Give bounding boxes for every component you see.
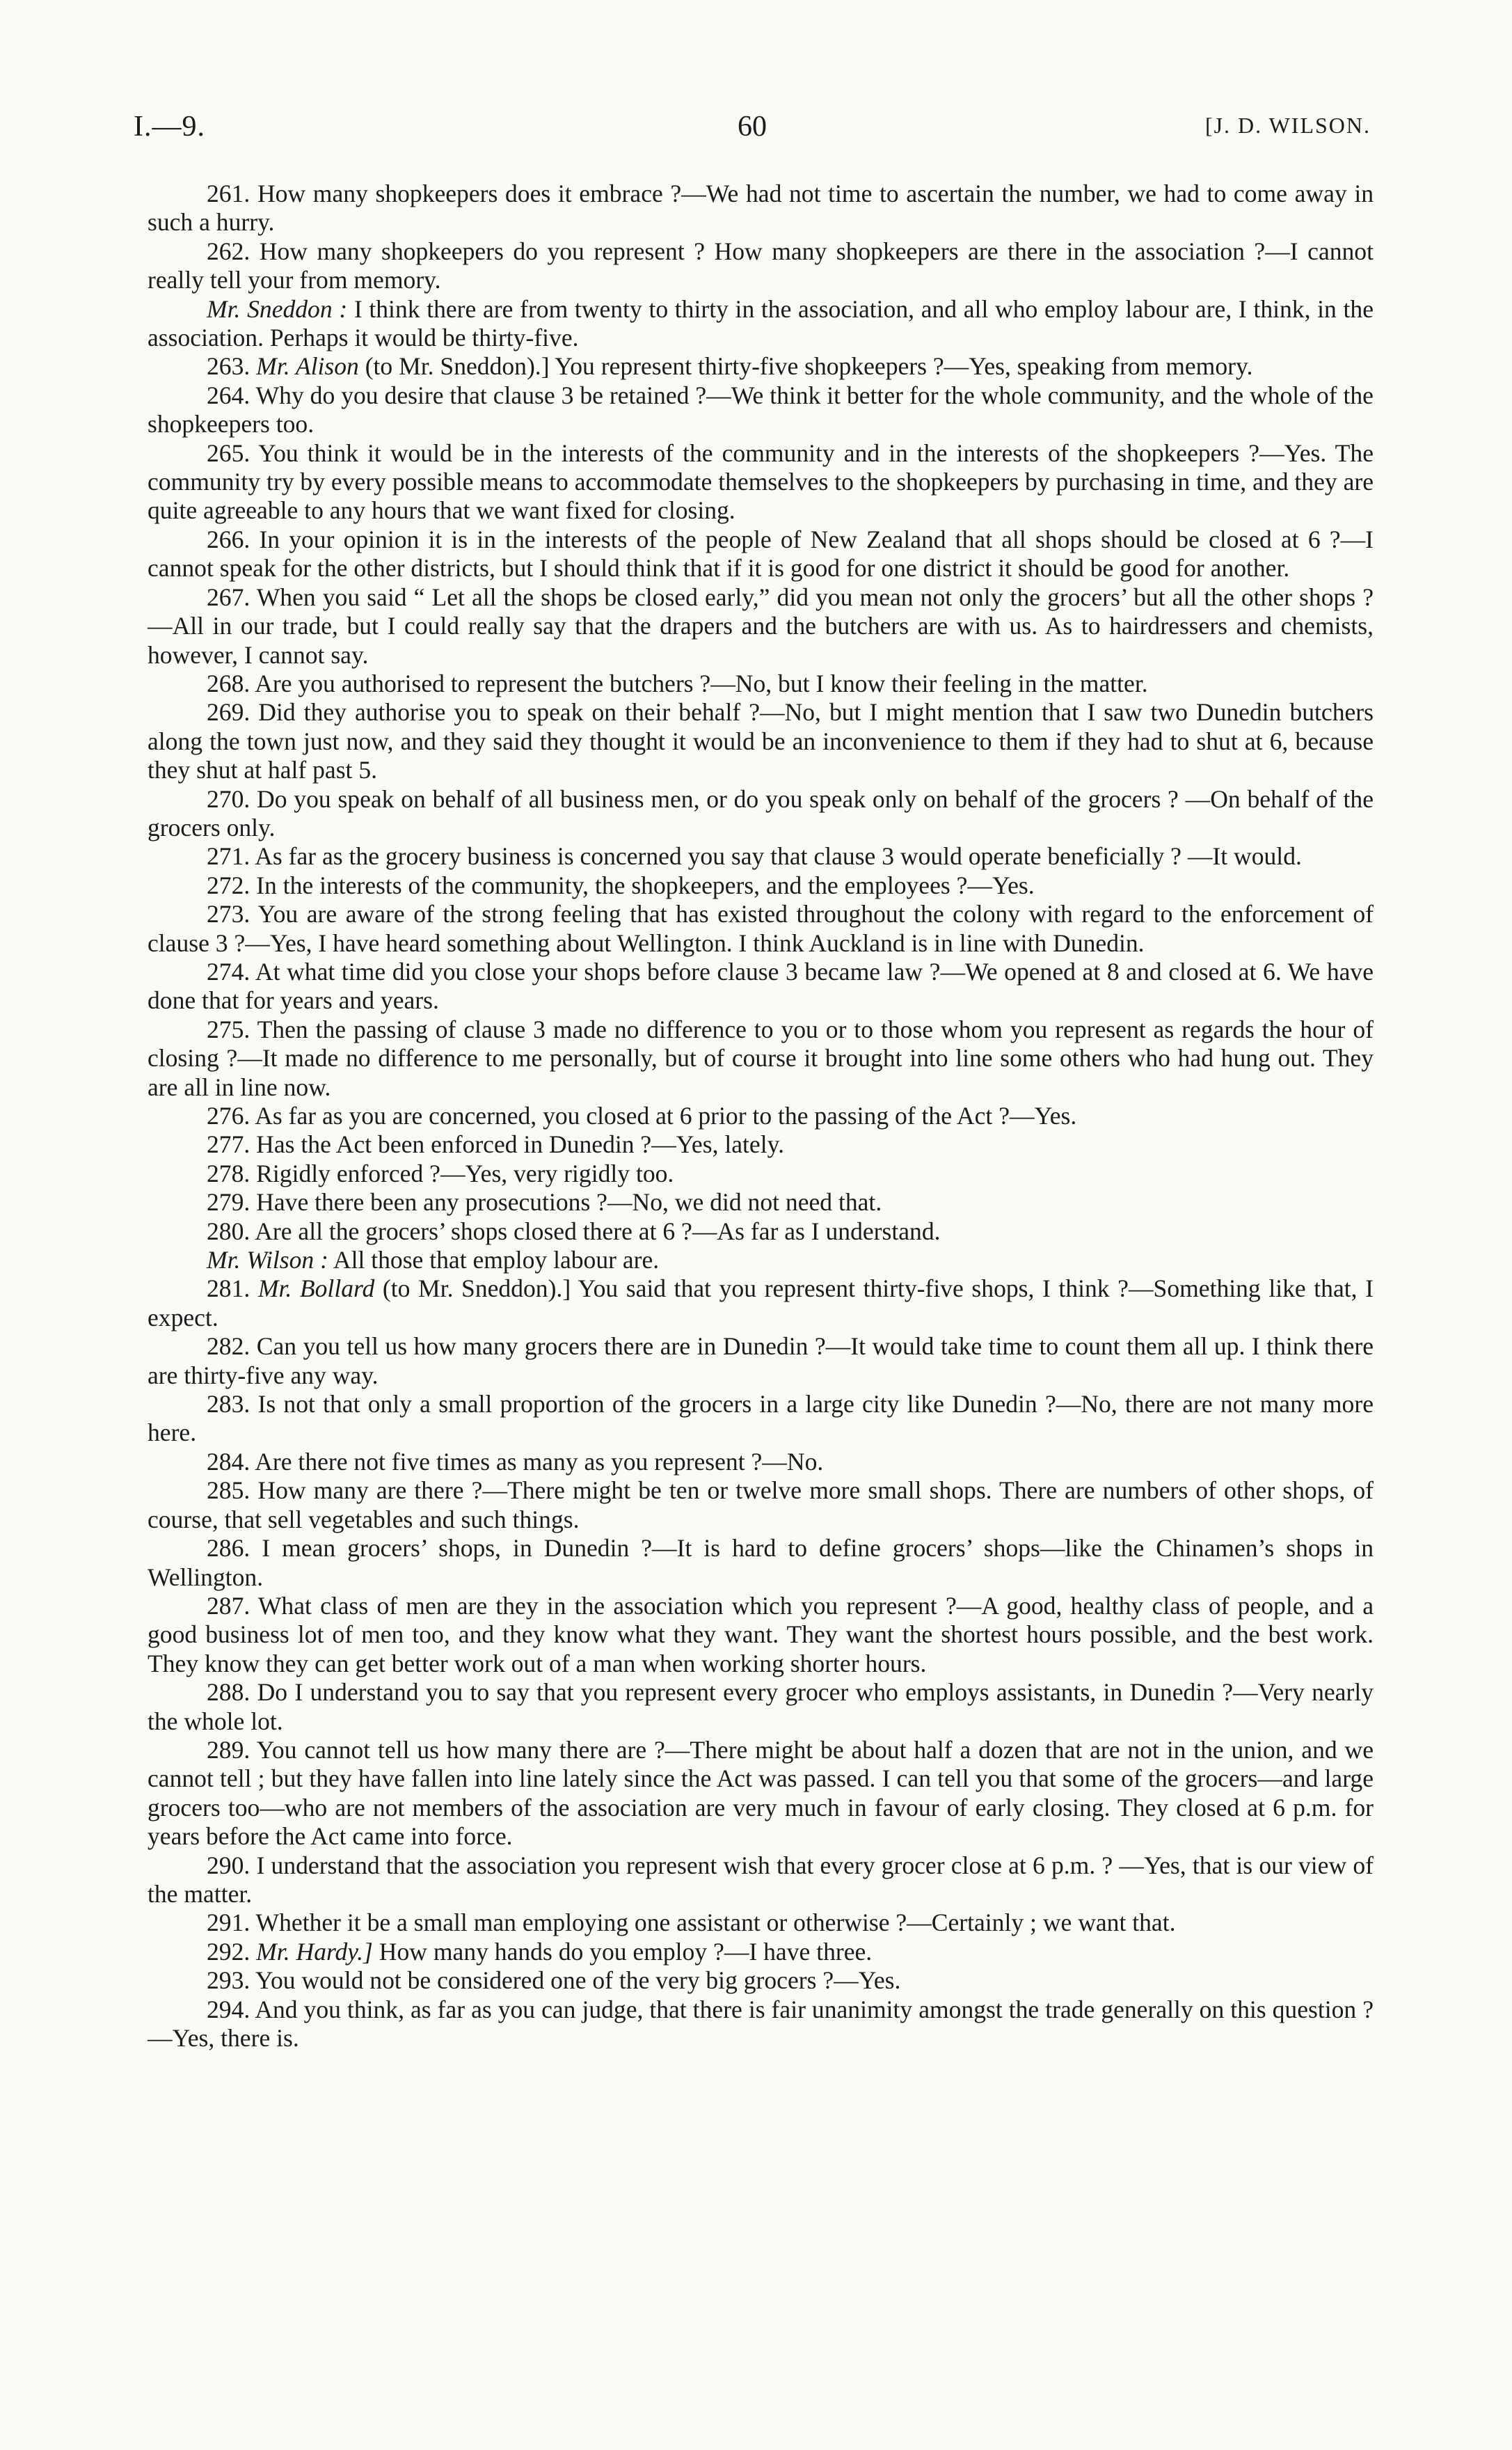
question-paragraph [148, 1015, 1374, 1102]
paragraph-text: Is not that only a small proportion of the grocers in a large city like Dunedin ?—No, there are not many more here. [148, 1390, 1374, 1447]
question-number: 291. [207, 1908, 250, 1937]
paragraph-text: You would not be considered one of the very big grocers ?—Yes. [255, 1966, 901, 1995]
question-number: 269. [207, 698, 250, 727]
question-number: 274. [207, 957, 250, 986]
paragraph-text: How many shopkeepers do you represent ? How many shopkeepers are there in the association ?—I cannot really tell your from memory. [148, 237, 1374, 294]
question-paragraph [148, 1908, 1374, 1937]
paragraph-text: You cannot tell us how many there are ?—There might be about half a dozen that are not in the union, and we cannot tell ; but they have fallen into line lately since the Act was passed. I can tell you that some of the grocers—and large grocers too—who are not members of the association are very much in favour of early closing. They closed at 6 p.m. for years before the Act came into force. [148, 1735, 1374, 1851]
paragraph-text: And you think, as far as you can judge, that there is fair unanimity amongst the trade generally on this question ?—Yes, there is. [148, 1995, 1374, 2052]
question-paragraph [148, 1448, 1374, 1476]
statement-paragraph [148, 1246, 1374, 1274]
question-paragraph [148, 1736, 1374, 1851]
question-number: 294. [207, 1995, 250, 2023]
question-paragraph [148, 583, 1374, 670]
paragraph-text: I think there are from twenty to thirty in the association, and all who employ labour are, I think, in the association. Perhaps it would be thirty-five. [148, 294, 1374, 352]
page-header [134, 110, 1371, 146]
speaker-name: Mr. Bollard [257, 1274, 375, 1303]
question-paragraph [148, 670, 1374, 698]
paragraph-text: Do you speak on behalf of all business men, or do you speak only on behalf of the grocers ? —On behalf of the grocers only. [148, 784, 1374, 841]
question-paragraph [148, 1274, 1374, 1332]
question-paragraph [148, 1390, 1374, 1448]
paragraph-text: As far as the grocery business is concerned you say that clause 3 would operate beneficially ? —It would. [255, 842, 1302, 871]
question-number: 293. [207, 1966, 250, 1995]
witness-name: [J. D. WILSON. [1204, 113, 1371, 138]
question-paragraph [148, 698, 1374, 784]
paragraph-text: What class of men are they in the association which you represent ?—A good, healthy class of people, and a good business lot of men too, and they know what they want. They want the shortest hours possible, and the best work. They know they can get better work out of a man when working shorter hours. [148, 1591, 1374, 1677]
paragraph-text: When you said “ Let all the shops be closed early,” did you mean not only the grocers’ but all the other shops ?—All in our trade, but I could really say that the drapers and the butchers are with us. As to hairdressers and chemists, however, I cannot say. [148, 583, 1374, 669]
paragraph-text: In your opinion it is in the interests of the people of New Zealand that all shops should be closed at 6 ?—I cannot speak for the other districts, but I should think that if it is good for one district it should be good for another. [148, 525, 1374, 583]
question-paragraph [148, 900, 1374, 958]
question-paragraph [148, 525, 1374, 583]
question-number: 288. [207, 1678, 250, 1707]
question-number: 264. [207, 381, 250, 409]
speaker-name: Mr. Sneddon : [207, 294, 348, 323]
question-paragraph [148, 871, 1374, 900]
paragraph-text: How many are there ?—There might be ten or twelve more small shops. There are numbers of other shops, of course, that sell vegetables and such things. [148, 1476, 1374, 1533]
page-number: 60 [738, 111, 767, 143]
question-number: 272. [207, 871, 250, 899]
question-paragraph [148, 1851, 1374, 1909]
question-number: 280. [207, 1217, 250, 1245]
paragraph-text: How many shopkeepers does it embrace ?—We had not time to ascertain the number, we had to come away in such a hurry. [148, 180, 1374, 237]
question-number: 287. [207, 1591, 250, 1620]
question-number: 284. [207, 1447, 250, 1476]
paragraph-text: Has the Act been enforced in Dunedin ?—Yes, lately. [256, 1130, 784, 1159]
paragraph-text: As far as you are concerned, you closed at 6 prior to the passing of the Act ?—Yes. [255, 1102, 1077, 1130]
question-paragraph [148, 1592, 1374, 1678]
question-number: 273. [207, 900, 250, 928]
question-paragraph [148, 1160, 1374, 1188]
question-paragraph [148, 439, 1374, 525]
question-number: 281. [207, 1274, 250, 1303]
question-number: 261. [207, 180, 250, 207]
statement-paragraph [148, 295, 1374, 353]
question-number: 286. [207, 1534, 250, 1563]
question-paragraph [148, 1476, 1374, 1534]
question-paragraph [148, 381, 1374, 439]
paragraph-text: Have there been any prosecutions ?—No, we did not need that. [256, 1188, 882, 1217]
question-number: 282. [207, 1332, 250, 1361]
paragraph-text: (to Mr. Sneddon).] You represent thirty-five shopkeepers ?—Yes, speaking from memory. [365, 352, 1253, 381]
paragraph-text: At what time did you close your shops before clause 3 became law ?—We opened at 8 and closed at 6. We have done that for years and years. [148, 957, 1374, 1015]
question-number: 279. [207, 1188, 250, 1217]
question-number: 283. [207, 1390, 250, 1418]
question-number: 277. [207, 1130, 250, 1159]
paragraph-text: You think it would be in the interests of the community and in the interests of the shopkeepers ?—Yes. The community try by every possible means to accommodate themselves to the shopkeepers by purchasing in time, and they are quite agreeable to any hours that we want fixed for closing. [148, 438, 1374, 525]
question-number: 268. [207, 669, 250, 697]
paragraph-text: Then the passing of clause 3 made no difference to you or to those whom you represent as regards the hour of closing ?—It made no difference to me personally, but of course it brought into line some others who had hung out. They are all in line now. [148, 1015, 1374, 1101]
document-reference: I.—9. [134, 111, 205, 143]
question-paragraph [148, 1678, 1374, 1736]
paragraph-text: I mean grocers’ shops, in Dunedin ?—It is hard to define grocers’ shops—like the Chinamen’s shops in Wellington. [148, 1534, 1374, 1591]
question-number: 263. [207, 352, 250, 381]
question-paragraph [148, 1995, 1374, 2053]
paragraph-text: Rigidly enforced ?—Yes, very rigidly too. [256, 1159, 674, 1187]
question-paragraph [148, 1938, 1374, 1966]
speaker-name: Mr. Wilson : [207, 1246, 328, 1274]
question-paragraph [148, 842, 1374, 871]
evidence-text [148, 180, 1374, 2053]
paragraph-text: Whether it be a small man employing one assistant or otherwise ?—Certainly ; we want that. [255, 1908, 1176, 1937]
paragraph-text: How many hands do you employ ?—I have three. [379, 1937, 873, 1966]
question-paragraph [148, 352, 1374, 381]
question-number: 267. [207, 583, 250, 611]
question-paragraph [148, 180, 1374, 237]
paragraph-text: I understand that the association you represent wish that every grocer close at 6 p.m. ? —Yes, that is our view of the matter. [148, 1851, 1374, 1908]
question-paragraph [148, 1217, 1374, 1246]
question-paragraph [148, 1534, 1374, 1592]
question-number: 278. [207, 1159, 250, 1187]
question-number: 262. [207, 237, 250, 265]
question-number: 289. [207, 1735, 250, 1764]
paragraph-text: Are there not five times as many as you represent ?—No. [255, 1447, 824, 1476]
paragraph-text: Do I understand you to say that you represent every grocer who employs assistants, in Dunedin ?—Very nearly the whole lot. [148, 1678, 1374, 1735]
question-number: 290. [207, 1851, 250, 1879]
speaker-name: Mr. Alison [256, 352, 359, 381]
paragraph-text: Are you authorised to represent the butchers ?—No, but I know their feeling in the matter. [255, 669, 1148, 697]
speaker-name: Mr. Hardy.] [256, 1937, 373, 1966]
question-number: 270. [207, 784, 250, 813]
question-number: 275. [207, 1015, 250, 1043]
question-paragraph [148, 237, 1374, 295]
question-number: 292. [207, 1937, 250, 1966]
question-paragraph [148, 1102, 1374, 1130]
question-number: 276. [207, 1102, 250, 1130]
question-paragraph [148, 1332, 1374, 1390]
question-paragraph [148, 785, 1374, 843]
paragraph-text: Why do you desire that clause 3 be retained ?—We think it better for the whole community, and the whole of the shopkeepers too. [148, 381, 1374, 438]
question-number: 265. [207, 438, 250, 467]
paragraph-text: Did they authorise you to speak on their behalf ?—No, but I might mention that I saw two Dunedin butchers along the town just now, and they said they thought it would be an inconvenience to them if they had to shut at 6, because they shut at half past 5. [148, 698, 1374, 784]
question-paragraph [148, 1130, 1374, 1159]
paragraph-text: You are aware of the strong feeling that has existed throughout the colony with regard to the enforcement of clause 3 ?—Yes, I have heard something about Wellington. I think Auckland is in line with Dunedin. [148, 900, 1374, 957]
question-number: 271. [207, 842, 250, 871]
paragraph-text: In the interests of the community, the shopkeepers, and the employees ?—Yes. [256, 871, 1035, 899]
question-number: 266. [207, 525, 250, 553]
paragraph-text: All those that employ labour are. [333, 1246, 660, 1274]
question-paragraph [148, 958, 1374, 1015]
paragraph-text: Can you tell us how many grocers there are in Dunedin ?—It would take time to count them all up. I think there are thirty-five any way. [148, 1332, 1374, 1389]
question-paragraph [148, 1966, 1374, 1995]
question-number: 285. [207, 1476, 250, 1505]
paragraph-text: Are all the grocers’ shops closed there at 6 ?—As far as I understand. [255, 1217, 941, 1245]
paragraph-text: (to Mr. Sneddon).] You said that you represent thirty-five shops, I think ?—Something like that, I expect. [148, 1274, 1374, 1331]
question-paragraph [148, 1188, 1374, 1217]
